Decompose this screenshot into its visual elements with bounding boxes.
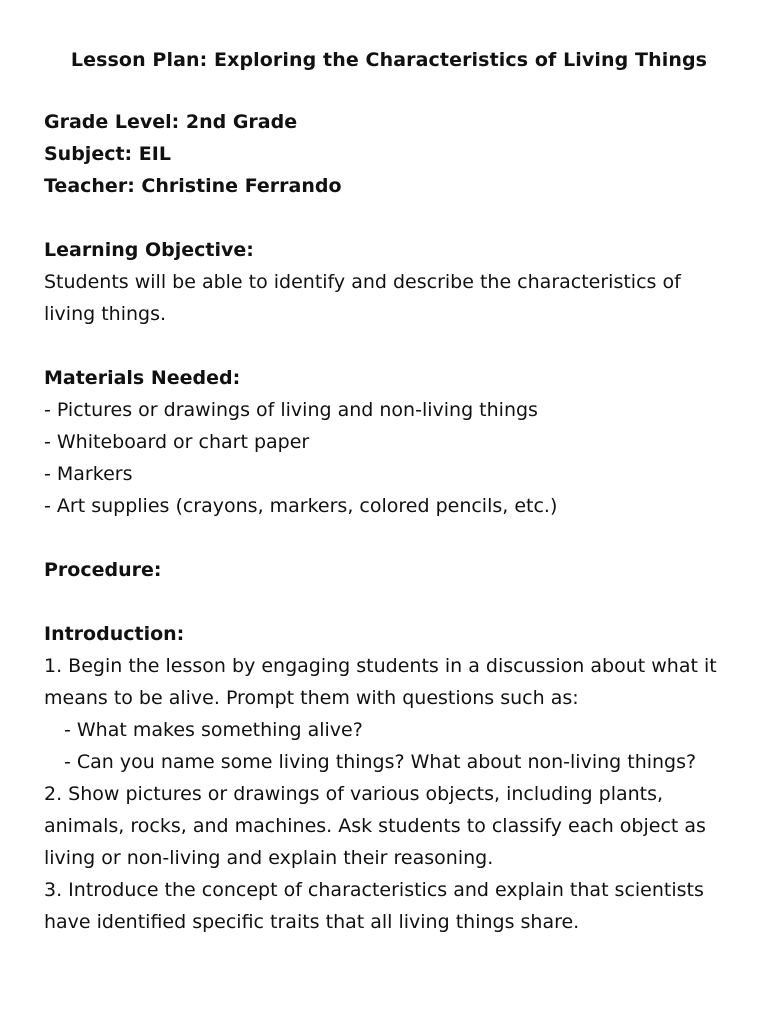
materials-heading: Materials Needed: [44,367,241,389]
introduction-line: animals, rocks, and machines. Ask students to classify each object as [44,815,706,837]
introduction-question: - What makes something alive? [64,719,363,741]
page-title: Lesson Plan: Exploring the Characteristics of Living Things [70,49,708,71]
introduction-line: 1. Begin the lesson by engaging students in a discussion about what it [44,655,717,677]
subject: Subject: EIL [44,143,171,165]
objective-line: living things. [44,303,167,325]
introduction-line: living or non-living and explain their reasoning. [44,847,494,869]
materials-item: - Markers [44,463,133,485]
materials-item: - Pictures or drawings of living and non-living things [44,399,538,421]
procedure-heading: Procedure: [44,559,162,581]
introduction-question: - Can you name some living things? What about non-living things? [64,751,697,773]
objective-heading: Learning Objective: [44,239,254,261]
teacher: Teacher: Christine Ferrando [44,175,342,197]
introduction-line: 2. Show pictures or drawings of various objects, including plants, [44,783,664,805]
introduction-line: 3. Introduce the concept of characteristics and explain that scientists [44,879,704,901]
materials-item: - Whiteboard or chart paper [44,431,310,453]
introduction-line: means to be alive. Prompt them with questions such as: [44,687,579,709]
grade-level: Grade Level: 2nd Grade [44,111,298,133]
objective-line: Students will be able to identify and describe the characteristics of [44,271,681,293]
materials-item: - Art supplies (crayons, markers, colored pencils, etc.) [44,495,558,517]
introduction-heading: Introduction: [44,623,185,645]
introduction-line: have identified specific traits that all living things share. [44,911,580,933]
